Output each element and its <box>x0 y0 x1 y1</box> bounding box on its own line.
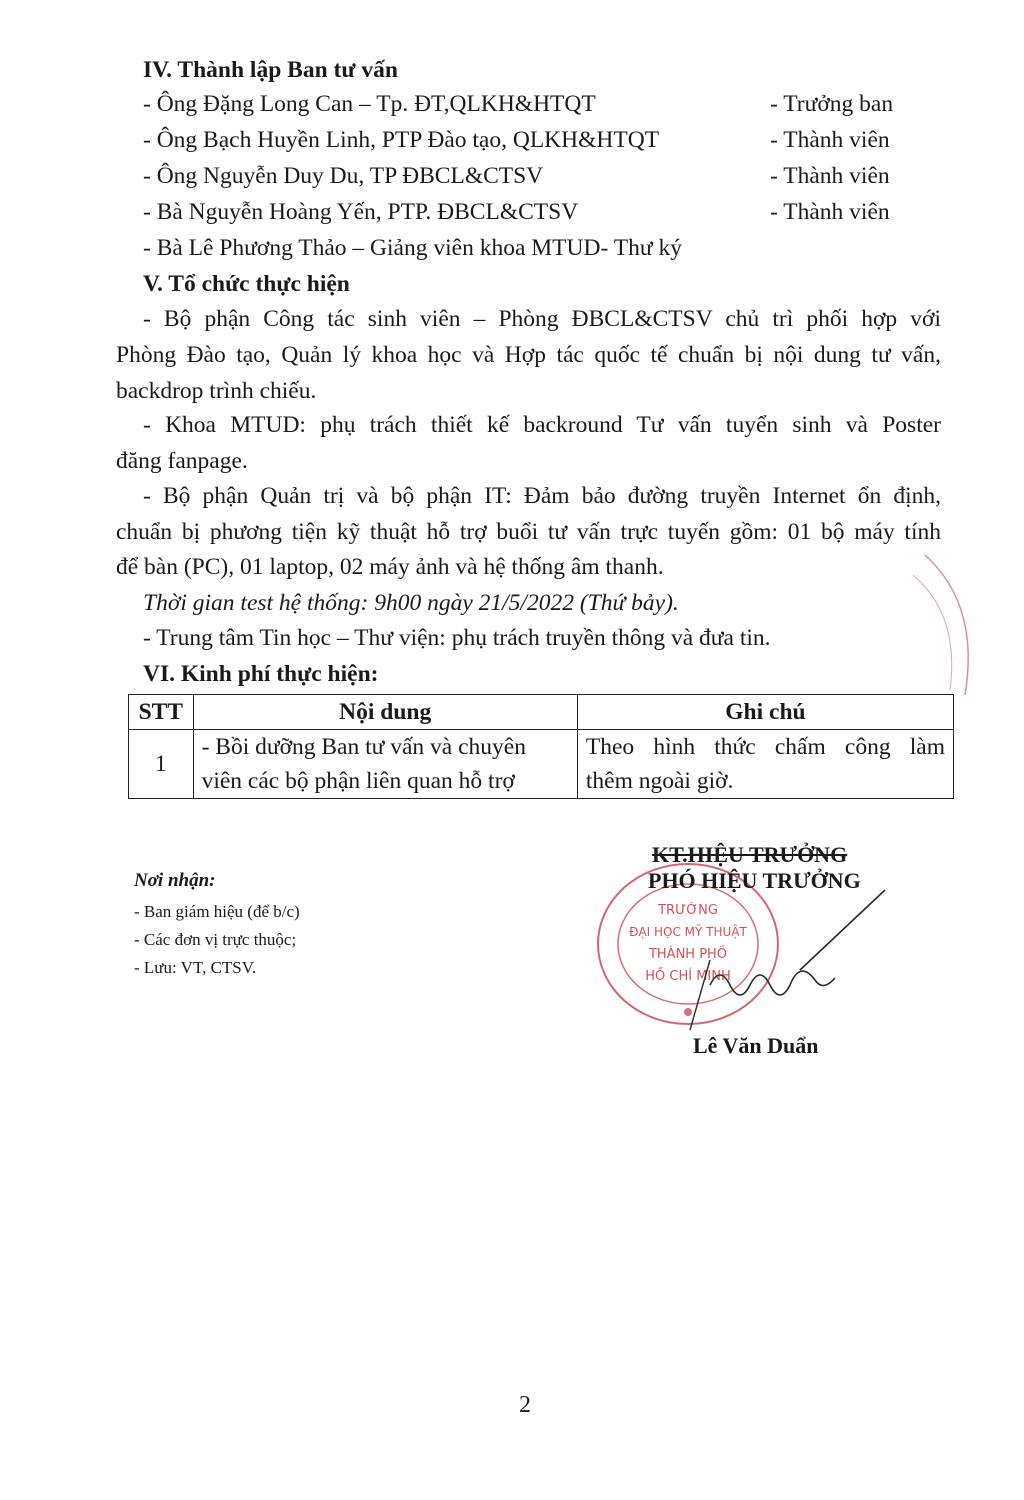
row-content <box>193 730 577 799</box>
seal-text-3: THÀNH PHỐ <box>648 947 728 962</box>
member-4-role: - Thành viên <box>770 199 890 225</box>
row-content-line1: - Bồi dưỡng Ban tư vấn và chuyên <box>201 734 526 760</box>
page-number: 2 <box>519 1392 531 1418</box>
section-5-p3-line1: - Bộ phận Quản trị và bộ phận IT: Đảm bảo đường truyền Internet ổn định, <box>143 483 941 509</box>
section-5-p1-line2: Phòng Đào tạo, Quản lý khoa học và Hợp tác quốc tế chuẩn bị nội dung tư vấn, <box>116 342 941 368</box>
member-3-role: - Thành viên <box>770 163 890 189</box>
section-5-p2-line1: - Khoa MTUD: phụ trách thiết kế backround Tư vấn tuyển sinh và Poster <box>143 412 941 438</box>
row-note <box>577 730 953 799</box>
recipient-3: - Lưu: VT, CTSV. <box>134 958 257 977</box>
section-5-p3-line2: chuẩn bị phương tiện kỹ thuật hỗ trợ buổi tư vấn trực tuyến gồm: 01 bộ máy tính <box>116 519 941 545</box>
recipients-title: Nơi nhận: <box>134 870 216 891</box>
member-3-name: - Ông Nguyễn Duy Du, TP ĐBCL&CTSV <box>143 163 544 189</box>
table-header-row <box>129 695 954 730</box>
budget-table <box>128 694 954 799</box>
row-content-line2: viên các bộ phận liên quan hỗ trợ <box>201 768 515 794</box>
row-stt: 1 <box>129 730 194 799</box>
member-4-name: - Bà Nguyễn Hoàng Yến, PTP. ĐBCL&CTSV <box>143 199 579 225</box>
row-note-line1: Theo hình thức chấm công làm <box>585 734 945 760</box>
signature-title-1: KT.HIỆU TRƯỞNG <box>652 842 848 867</box>
seal-text-1: TRƯỜNG <box>658 903 718 918</box>
member-5-name: - Bà Lê Phương Thảo – Giảng viên khoa MTUD- Thư ký <box>143 235 682 261</box>
section-4-heading: IV. Thành lập Ban tư vấn <box>143 57 398 83</box>
section-5-p2-line2: đăng fanpage. <box>116 448 248 474</box>
seal-text-2: ĐẠI HỌC MỸ THUẬT <box>629 925 747 939</box>
section-5-p1-line3: backdrop trình chiếu. <box>116 378 317 404</box>
header-content: Nội dung <box>193 695 577 730</box>
header-note: Ghi chú <box>577 695 953 730</box>
recipient-2: - Các đơn vị trực thuộc; <box>134 930 297 949</box>
margin-seal-fragment-icon <box>905 545 985 705</box>
test-time-note: Thời gian test hệ thống: 9h00 ngày 21/5/2022 (Thứ bảy). <box>143 590 679 616</box>
signer-name: Lê Văn Duẩn <box>693 1033 819 1058</box>
section-5-p1-line1: - Bộ phận Công tác sinh viên – Phòng ĐBCL&CTSV chủ trì phối hợp với <box>143 306 941 332</box>
header-stt: STT <box>129 695 194 730</box>
seal-text-4: HỒ CHÍ MINH <box>645 969 731 984</box>
member-2-role: - Thành viên <box>770 127 890 153</box>
recipient-1: - Ban giám hiệu (để b/c) <box>134 902 300 921</box>
member-1-role: - Trưởng ban <box>770 91 894 117</box>
section-5-p4: - Trung tâm Tin học – Thư viện: phụ trách truyền thông và đưa tin. <box>143 625 771 651</box>
row-note-line2: thêm ngoài giờ. <box>585 768 734 794</box>
section-6-heading: VI. Kinh phí thực hiện: <box>143 661 379 687</box>
member-1-name: - Ông Đặng Long Can – Tp. ĐT,QLKH&HTQT <box>143 91 596 117</box>
section-5-heading: V. Tổ chức thực hiện <box>143 271 350 297</box>
table-row <box>129 730 954 799</box>
member-2-name: - Ông Bạch Huyền Linh, PTP Đào tạo, QLKH&HTQT <box>143 127 660 153</box>
signature-title-2: PHÓ HIỆU TRƯỞNG <box>648 868 861 893</box>
section-5-p3-line3: để bàn (PC), 01 laptop, 02 máy ảnh và hệ thống âm thanh. <box>116 554 664 580</box>
